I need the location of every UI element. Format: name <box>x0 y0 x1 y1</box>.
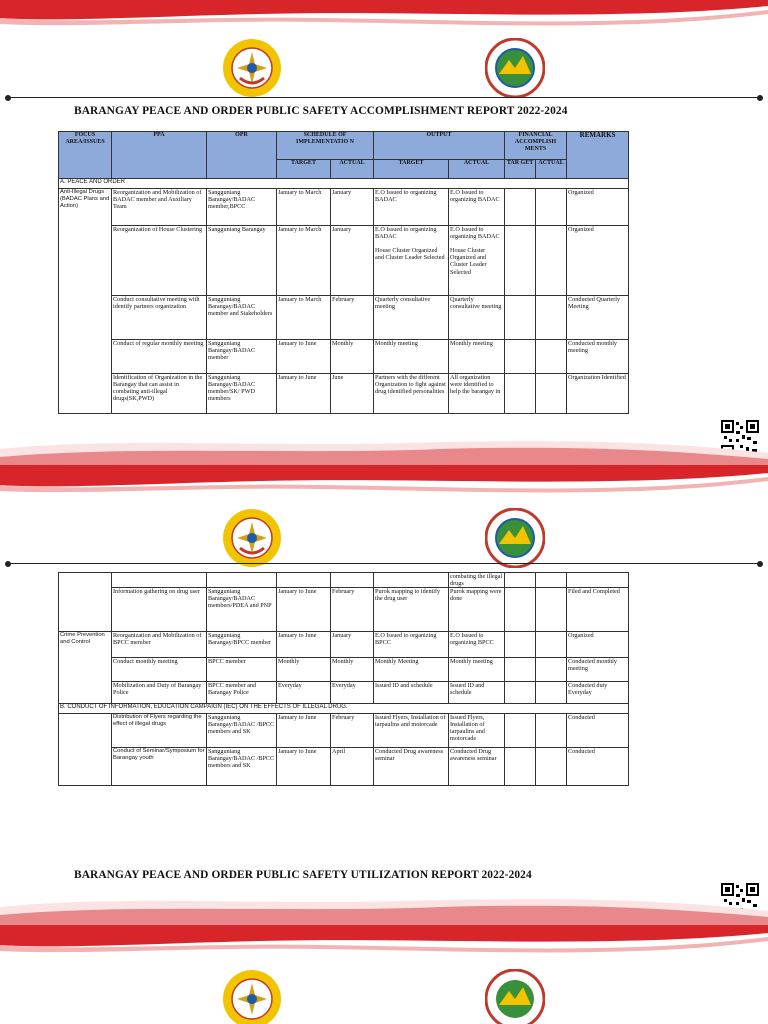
cell-schedule-target: January to June <box>277 714 331 748</box>
cell-ppa: Reorganization and Mobilization of BADAC member and Auxiliary Team <box>112 189 207 226</box>
bottom-swoosh-decoration <box>0 427 768 465</box>
divider-line <box>8 97 760 98</box>
cell-ppa: Identification of Organization in the Barangay that can assist in combating anti-illegal drugs(SK,PWD) <box>112 374 207 414</box>
cell-output-actual-continued: combating the illegal drugs <box>449 573 505 588</box>
cell-output-actual: Conducted Drug awareness seminar <box>449 748 505 786</box>
cell-output-actual: Issued Flyers, Installation of tarpaulins and motorcade <box>449 714 505 748</box>
cell-output-target: E.O Issued to organizing BADAC <box>374 189 449 226</box>
cell-output-target: Quarterly consultative meeting <box>374 296 449 340</box>
cell-opr: BPCC member and Barangay Police <box>207 682 277 704</box>
cell-opr: Sangguniang Barangay/BADAC member,BPCC <box>207 189 277 226</box>
cell-output-actual: E.O Issued to organizing BPCC <box>449 632 505 658</box>
cell-fin-target <box>505 296 536 340</box>
table-row <box>59 682 629 704</box>
accomplishment-table-continued <box>58 572 629 786</box>
cell-schedule-target: January to June <box>277 588 331 632</box>
header-fin-target: TAR GET <box>505 160 536 179</box>
header-output-actual: ACTUAL <box>449 160 505 179</box>
header-fin-actual: ACTUAL <box>536 160 567 179</box>
table-row <box>59 632 629 658</box>
header-focus: FOCUS AREA/ISSUES <box>59 132 112 179</box>
section-b-label: B. CONDUCT OF INFORMATION, EDUCATION CAMPAIGN (IEC) ON THE EFFECTS OF ILLEGAL DRUG. <box>59 704 629 714</box>
cell-schedule-actual: January <box>331 632 374 658</box>
cell-remarks: Conducted monthly meeting <box>567 658 629 682</box>
cell-ppa: Reorganization of House Clustering <box>112 226 207 296</box>
cell-output-target: E.O Issued to organizing BPCC <box>374 632 449 658</box>
header-actual: ACTUAL <box>331 160 374 179</box>
cell-ppa: Mobilization and Duty of Barangay Police <box>112 682 207 704</box>
cell-remarks: Organized <box>567 226 629 296</box>
accomplishment-table <box>58 131 629 414</box>
cell-remarks: Filed and Completed <box>567 588 629 632</box>
cell-schedule-actual: April <box>331 748 374 786</box>
cell-output-target: Monthly Meeting <box>374 658 449 682</box>
barangay-seal-logo <box>222 969 282 1024</box>
cell-remarks: Conducted duty Everyday <box>567 682 629 704</box>
cell-opr: Sangguniang Barangay <box>207 226 277 296</box>
cell-opr: Sangguniang Barangay/BADAC member/SK/ PWD members <box>207 374 277 414</box>
cell-remarks: Conducted Quarterly Meeting <box>567 296 629 340</box>
cell-schedule-target: Everyday <box>277 682 331 704</box>
cell-schedule-actual: January <box>331 226 374 296</box>
city-seal-logo <box>485 969 545 1024</box>
report-title: BARANGAY PEACE AND ORDER PUBLIC SAFETY ACCOMPLISHMENT REPORT 2022-2024 <box>74 105 568 117</box>
table-row <box>59 748 629 786</box>
header-schedule: SCHEDULE OF IMPLEMENTATIO N <box>277 132 374 160</box>
header-remarks: REMARKS <box>567 132 629 179</box>
cell-schedule-actual: Monthly <box>331 340 374 374</box>
cell-fin-target <box>505 189 536 226</box>
cell-schedule-actual: January <box>331 189 374 226</box>
cell-output-actual: Quarterly consultative meeting <box>449 296 505 340</box>
header-opr: OPR <box>207 132 277 179</box>
cell-output-actual: Monthly meeting <box>449 658 505 682</box>
cell-output-target: Purok mapping to identify the drug user <box>374 588 449 632</box>
header-output-target: TARGET <box>374 160 449 179</box>
barangay-seal-logo <box>222 38 282 98</box>
section-a-label: A. PEACE AND ORDER <box>59 179 629 189</box>
header-financial: FINANCIAL ACCOMPLISH MENTS <box>505 132 567 160</box>
cell-schedule-actual: February <box>331 714 374 748</box>
cell-fin-actual <box>536 189 567 226</box>
cell-schedule-target: January to June <box>277 748 331 786</box>
header-output: OUTPUT <box>374 132 505 160</box>
cell-remarks: Conducted <box>567 714 629 748</box>
cell-remarks: Conducted monthly meeting <box>567 340 629 374</box>
cell-remarks: Conducted <box>567 748 629 786</box>
cell-opr: BPCC member <box>207 658 277 682</box>
page-2 <box>0 465 768 925</box>
table-row <box>59 658 629 682</box>
cell-output-actual: Monthly meeting <box>449 340 505 374</box>
table-row <box>59 573 629 588</box>
focus-cell-continued <box>59 573 112 632</box>
cell-output-actual: All organization were identified to help the barangay in <box>449 374 505 414</box>
page-3 <box>0 925 768 1024</box>
cell-schedule-actual: Monthly <box>331 658 374 682</box>
cell-ppa: Information gathering on drug user <box>112 588 207 632</box>
cell-output-actual: Purok mapping were done <box>449 588 505 632</box>
top-swoosh-decoration <box>0 925 768 965</box>
cell-fin-actual <box>536 226 567 296</box>
cell-output-target: Issued ID and schedule <box>374 682 449 704</box>
table-row <box>59 189 629 226</box>
top-swoosh-decoration <box>0 465 768 505</box>
cell-remarks: Organized <box>567 189 629 226</box>
focus-cell-b <box>59 714 112 786</box>
cell-output-target: E.O Issued to organizing BADAC House Cluster Organized and Cluster Leader Selected <box>374 226 449 296</box>
page-1 <box>0 0 768 465</box>
cell-ppa: Reorganization and Mobilization of BPCC member <box>112 632 207 658</box>
divider-line <box>8 563 760 564</box>
cell-schedule-actual: February <box>331 296 374 340</box>
cell-output-target: Monthly meeting <box>374 340 449 374</box>
cell-opr: Sangguniang Barangay/BADAC /BPCC members and SK <box>207 748 277 786</box>
cell-output-target: Partners with the different Organization to fight against drug identified personalities <box>374 374 449 414</box>
header-ppa: PPA <box>112 132 207 179</box>
cell-output-actual: E.O Issued to organizing BADAC House Cluster Organized and Cluster Leader Selected <box>449 226 505 296</box>
cell-schedule-actual: Everyday <box>331 682 374 704</box>
cell-remarks: Organization Identified <box>567 374 629 414</box>
cell-schedule-target: January to March <box>277 296 331 340</box>
table-row <box>59 714 629 748</box>
cell-ppa: Conduct of Seminar/Symposium for Barangay youth <box>112 748 207 786</box>
city-seal-logo <box>485 38 545 98</box>
cell-schedule-actual: June <box>331 374 374 414</box>
cell-schedule-target: January to June <box>277 340 331 374</box>
cell-ppa: Conduct monthly meeting <box>112 658 207 682</box>
table-row <box>59 374 629 414</box>
cell-fin-target <box>505 226 536 296</box>
cell-fin-actual <box>536 374 567 414</box>
cell-schedule-target: January to June <box>277 374 331 414</box>
cell-output-actual: Issued ID and schedule <box>449 682 505 704</box>
cell-ppa: Conduct of regular monthly meeting <box>112 340 207 374</box>
cell-opr: Sangguniang Barangay/BADAC members/PDEA and PNP <box>207 588 277 632</box>
cell-remarks: Organized <box>567 632 629 658</box>
cell-schedule-target: January to June <box>277 632 331 658</box>
bottom-swoosh-decoration <box>0 885 768 925</box>
barangay-seal-logo <box>222 508 282 568</box>
cell-opr: Sangguniang Barangay/BPCC member <box>207 632 277 658</box>
cell-output-target: Issued Flyers, Installation of tarpaulins and motorcade <box>374 714 449 748</box>
cell-fin-target <box>505 374 536 414</box>
cell-opr: Sangguniang Barangay/BADAC member and Stakeholders <box>207 296 277 340</box>
cell-fin-actual <box>536 296 567 340</box>
cell-schedule-target: January to March <box>277 189 331 226</box>
cell-fin-actual <box>536 340 567 374</box>
top-swoosh-decoration <box>0 0 768 40</box>
header-target: TARGET <box>277 160 331 179</box>
cell-opr: Sangguniang Barangay/BADAC member <box>207 340 277 374</box>
cell-opr: Sangguniang Barangay/BADAC /BPCC members and SK <box>207 714 277 748</box>
city-seal-logo <box>485 508 545 568</box>
cell-schedule-target: January to March <box>277 226 331 296</box>
utilization-title: BARANGAY PEACE AND ORDER PUBLIC SAFETY UTILIZATION REPORT 2022-2024 <box>74 869 532 881</box>
table-row <box>59 296 629 340</box>
table-row <box>59 226 629 296</box>
cell-fin-target <box>505 340 536 374</box>
focus-crime-prevention: Crime Prevention and Control <box>59 632 112 704</box>
table-row <box>59 588 629 632</box>
cell-ppa: Conduct consultative meeting with identify partners organization <box>112 296 207 340</box>
cell-output-actual: E.O Issued to organizing BADAC <box>449 189 505 226</box>
cell-output-target: Conducted Drug awareness seminar <box>374 748 449 786</box>
cell-ppa: Distribution of Flyers regarding the effect of illegal drugs <box>112 714 207 748</box>
table-row <box>59 340 629 374</box>
cell-schedule-target: Monthly <box>277 658 331 682</box>
focus-anti-illegal-drugs: Anti-Illegal Drugs (BADAC Plans and Action) <box>59 189 112 414</box>
cell-schedule-actual: February <box>331 588 374 632</box>
